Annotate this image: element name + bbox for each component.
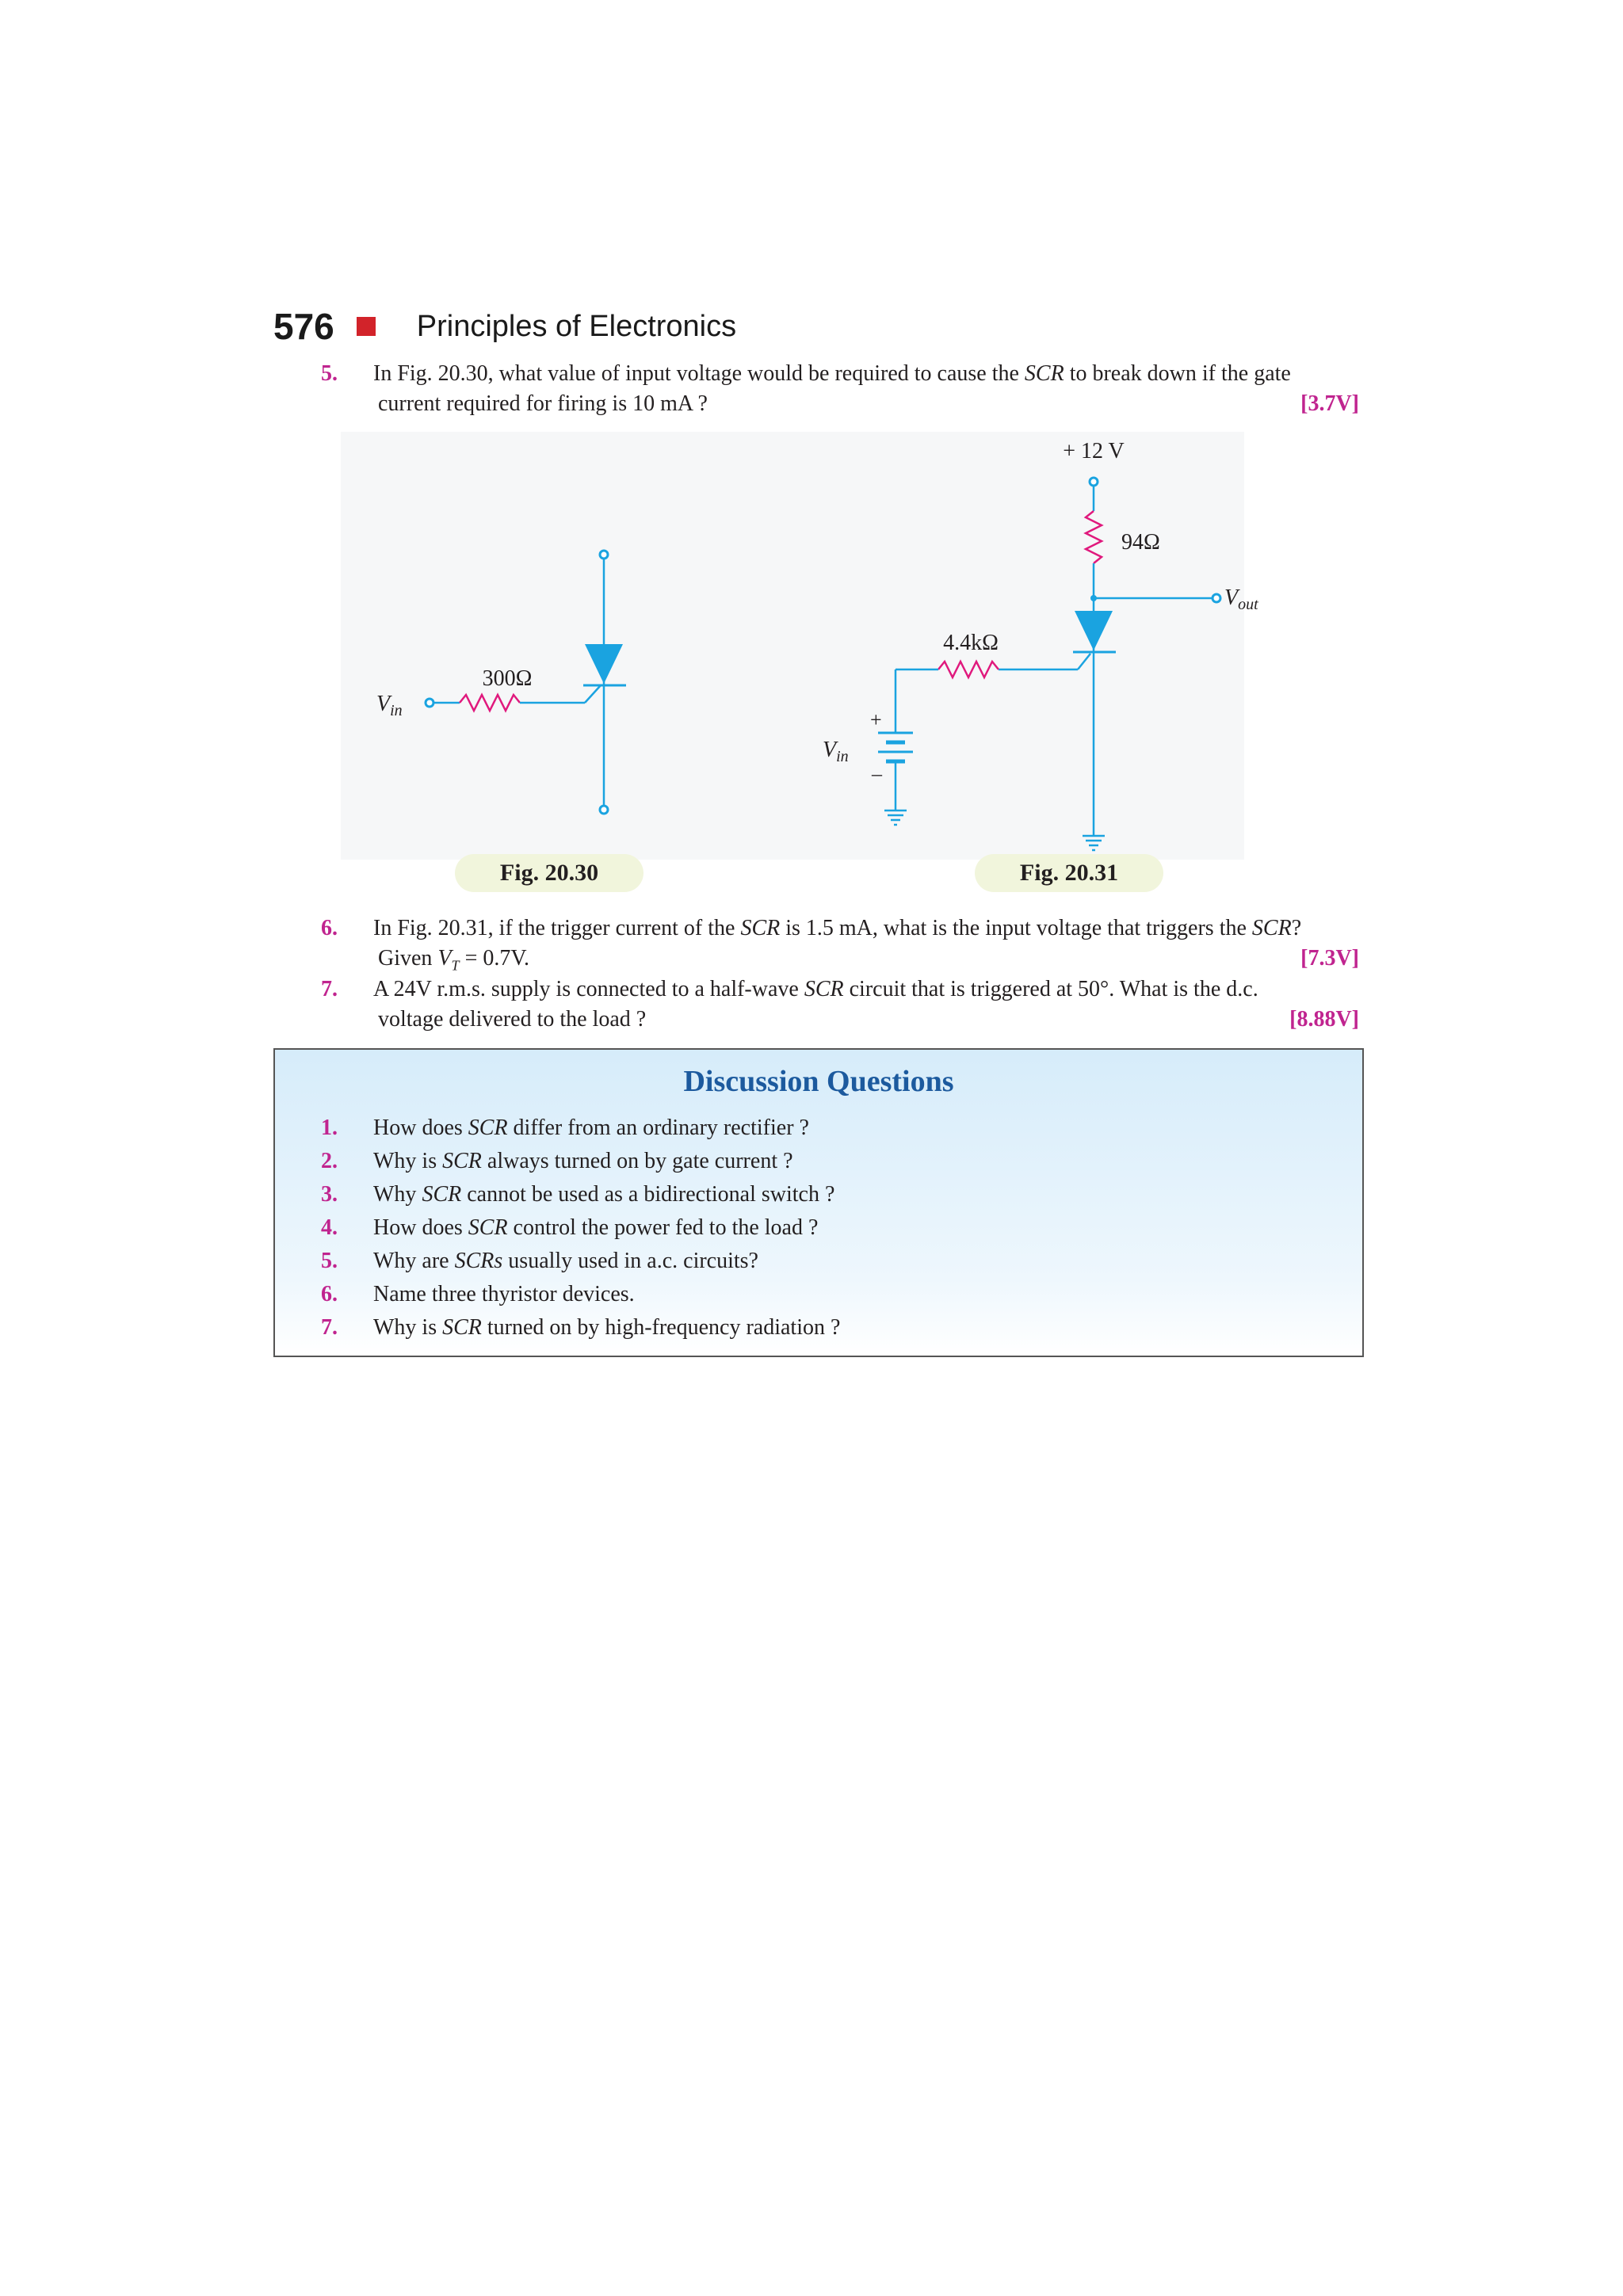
problem-6 — [321, 913, 1359, 981]
problem-text-line2: voltage delivered to the load ? — [378, 1007, 647, 1032]
problem-7 — [321, 974, 1359, 1035]
supply-label: + 12 V — [1063, 439, 1125, 463]
header-square-icon — [357, 317, 376, 336]
problem-number: 7. — [321, 977, 338, 1001]
vout-terminal-icon — [1212, 594, 1220, 602]
book-title: Principles of Electronics — [416, 309, 737, 343]
problem-text: In Fig. 20.31, if the trigger current of the SCR is 1.5 mA, what is the input voltage that triggers the SCR? — [373, 916, 1302, 940]
anode-terminal-icon — [600, 551, 608, 559]
answer: [3.7V] — [1300, 391, 1359, 416]
minus-sign: – — [872, 762, 882, 785]
problem-number: 6. — [321, 916, 338, 940]
vin-label: $V_{in}$ — [376, 692, 403, 719]
figure-background — [341, 432, 1244, 860]
resistor-4k4-label: 4.4kΩ — [943, 631, 999, 655]
resistor-300-label: 300Ω — [482, 666, 533, 691]
list-item: 4. How does SCR control the power fed to the load ? — [321, 1215, 819, 1240]
problem-number: 5. — [321, 361, 338, 386]
fig-20-31-caption: Fig. 20.31 — [975, 854, 1163, 892]
discussion-list — [321, 1112, 840, 1344]
list-item: 5. Why are SCRs usually used in a.c. circuits? — [321, 1249, 758, 1273]
answer: [8.88V] — [1289, 1007, 1359, 1032]
page-number: 576 — [273, 306, 334, 347]
problem-text: A 24V r.m.s. supply is connected to a half-wave SCR circuit that is triggered at 50°. What is the d.c. — [373, 977, 1258, 1001]
discussion-title: Discussion Questions — [683, 1065, 954, 1098]
resistor-94-label: 94Ω — [1121, 530, 1160, 555]
vout-label: $V_{out}$ — [1224, 585, 1258, 613]
supply-terminal-icon — [1090, 478, 1098, 486]
page-header — [273, 305, 736, 348]
circuit-figures — [341, 432, 1258, 860]
answer: [7.3V] — [1300, 946, 1359, 971]
discussion-questions-box — [273, 1048, 1364, 1357]
vin-label-2: $V_{in}$ — [823, 738, 849, 765]
list-item: 7. Why is SCR turned on by high-frequency radiation ? — [321, 1315, 841, 1340]
problem-text-line2: current required for firing is 10 mA ? — [378, 391, 708, 416]
plus-sign: + — [870, 708, 882, 731]
vin-terminal-icon — [426, 699, 433, 707]
list-item: 3. Why SCR cannot be used as a bidirectional switch ? — [321, 1182, 835, 1207]
fig-20-30-caption: Fig. 20.30 — [455, 854, 643, 892]
list-item: 1. How does SCR differ from an ordinary rectifier ? — [321, 1116, 809, 1140]
problem-5 — [321, 359, 1359, 419]
problem-text: In Fig. 20.30, what value of input voltage would be required to cause the SCR to break down if the gate — [373, 361, 1291, 386]
list-item: 2. Why is SCR always turned on by gate current ? — [321, 1149, 793, 1173]
cathode-terminal-icon — [600, 806, 608, 814]
problem-text-line2: Given $V_T = 0.7V$. — [378, 946, 529, 974]
list-item: 6. Name three thyristor devices. — [321, 1282, 635, 1306]
